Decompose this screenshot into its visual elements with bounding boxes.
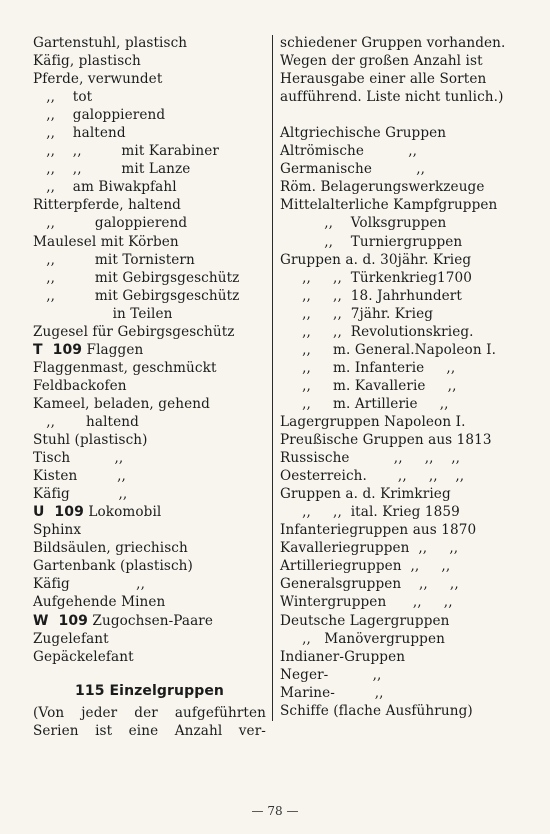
list-item: Gruppen a. d. 30jähr. Krieg [280, 251, 472, 268]
page-number: — 78 — [251, 804, 299, 818]
list-item: ,, galoppierend [33, 215, 188, 232]
list-item: ,, tot [33, 89, 93, 106]
list-item: Zugelefant [33, 630, 109, 647]
list-item: Kavalleriegruppen ,, ,, [280, 540, 459, 557]
list-item: Marine- ,, [280, 684, 384, 701]
entry-t109-text: Flaggen [82, 341, 144, 358]
list-item: Germanische ,, [280, 161, 426, 178]
list-item: Gartenbank (plastisch) [33, 558, 193, 575]
list-item: Deutsche Lagergruppen [280, 612, 450, 629]
list-item: Käfig, plastisch [33, 53, 141, 70]
left-footer-text [33, 704, 266, 740]
list-item: ,, ,, Revolutionskrieg. [280, 323, 474, 340]
list-item: Wintergruppen ,, ,, [280, 594, 453, 611]
list-item: Neger- ,, [280, 666, 382, 683]
section-heading: 115 Einzelgruppen [75, 682, 224, 699]
list-item: Stuhl (plastisch) [33, 432, 148, 449]
list-item: Herausgabe einer alle Sorten [280, 71, 487, 88]
list-item: ,, m. Kavallerie ,, [280, 377, 457, 394]
list-item: Generalsgruppen ,, ,, [280, 576, 459, 593]
list-item: Kisten ,, [33, 468, 126, 485]
list-item: (Von jeder der aufgeführten [33, 704, 266, 721]
list-item: ,, m. General.Napoleon I. [280, 341, 496, 358]
entry-t109 [33, 341, 266, 359]
list-item: ,, Volksgruppen [280, 215, 447, 232]
list-item: Preußische Gruppen aus 1813 [280, 432, 492, 449]
list-item: Zugesel für Gebirgsgeschütz [33, 323, 235, 340]
list-item: Flaggenmast, geschmückt [33, 359, 217, 376]
list-item: ,, haltend [33, 413, 139, 430]
list-item: Röm. Belagerungswerkzeuge [280, 179, 485, 196]
left-column [33, 34, 266, 740]
column-divider [272, 35, 273, 721]
list-item: Serien ist eine Anzahl ver- [33, 722, 266, 739]
list-item: Maulesel mit Körben [33, 233, 179, 250]
list-item: in Teilen [33, 305, 173, 322]
list-item: Russische ,, ,, ,, [280, 450, 461, 467]
list-item: Bildsäulen, griechisch [33, 540, 188, 557]
left-list-part4 [33, 630, 266, 666]
code-w109: W 109 [33, 612, 89, 629]
entry-w109 [33, 612, 266, 630]
list-item: Ritterpferde, haltend [33, 197, 181, 214]
code-u109: U 109 [33, 504, 84, 521]
list-item: Mittelalterliche Kampfgruppen [280, 197, 498, 214]
list-item: Artilleriegruppen ,, ,, [280, 558, 451, 575]
list-item: schiedener Gruppen vorhanden. [280, 35, 506, 51]
list-item: ,, m. Infanterie ,, [280, 359, 456, 376]
list-item: Altrömische ,, [280, 143, 418, 160]
list-item: ,, Turniergruppen [280, 233, 463, 250]
entry-u109-text: Lokomobil [83, 504, 162, 521]
right-column [280, 34, 516, 720]
list-item: Pferde, verwundet [33, 71, 163, 88]
list-item: Gepäckelefant [33, 648, 134, 665]
list-item: Sphinx [33, 522, 82, 539]
list-item: ,, mit Gebirgsgeschütz [33, 269, 240, 286]
list-item [280, 106, 516, 124]
list-item: aufführend. Liste nicht tunlich.) [280, 89, 504, 106]
list-item: ,, ,, 7jähr. Krieg [280, 305, 434, 322]
list-item: ,, haltend [33, 125, 126, 142]
entry-u109 [33, 503, 266, 521]
list-item: Lagergruppen Napoleon I. [280, 413, 466, 430]
list-item: ,, mit Gebirgsgeschütz [33, 287, 240, 304]
list-item: ,, ,, mit Karabiner [33, 143, 219, 160]
list-item: Oesterreich. ,, ,, ,, [280, 468, 465, 485]
list-item: ,, ,, mit Lanze [33, 161, 191, 178]
list-item: ,, am Biwakpfahl [33, 179, 177, 196]
list-item: Käfig ,, [33, 486, 128, 503]
left-list-part1 [33, 34, 266, 341]
list-item: ,, ,, Türkenkrieg1700 [280, 269, 473, 286]
code-t109: T 109 [33, 341, 83, 358]
list-item: Schiffe (flache Ausführung) [280, 702, 473, 719]
list-item: Tisch ,, [33, 450, 124, 467]
list-item: ,, m. Artillerie ,, [280, 395, 449, 412]
left-list-part3 [33, 521, 266, 611]
list-item: ,, ,, ital. Krieg 1859 [280, 504, 460, 521]
list-item: Infanteriegruppen aus 1870 [280, 522, 477, 539]
list-item: Feldbackofen [33, 377, 127, 394]
list-item: ,, galoppierend [33, 107, 166, 124]
list-item: Wegen der großen Anzahl ist [280, 53, 483, 70]
list-item: ,, mit Tornistern [33, 251, 195, 268]
list-item: Indianer-Gruppen [280, 648, 406, 665]
list-item: ,, ,, 18. Jahrhundert [280, 287, 462, 304]
list-item: ,, Manövergruppen [280, 630, 445, 647]
list-item: Käfig ,, [33, 576, 145, 593]
left-list-part2 [33, 359, 266, 503]
list-item: Aufgehende Minen [33, 594, 166, 611]
entry-w109-text: Zugochsen-Paare [88, 612, 214, 629]
list-item: Altgriechische Gruppen [280, 125, 447, 142]
list-item: Gruppen a. d. Krimkrieg [280, 486, 451, 503]
list-item: Gartenstuhl, plastisch [33, 35, 188, 51]
list-item: Kameel, beladen, gehend [33, 395, 210, 412]
